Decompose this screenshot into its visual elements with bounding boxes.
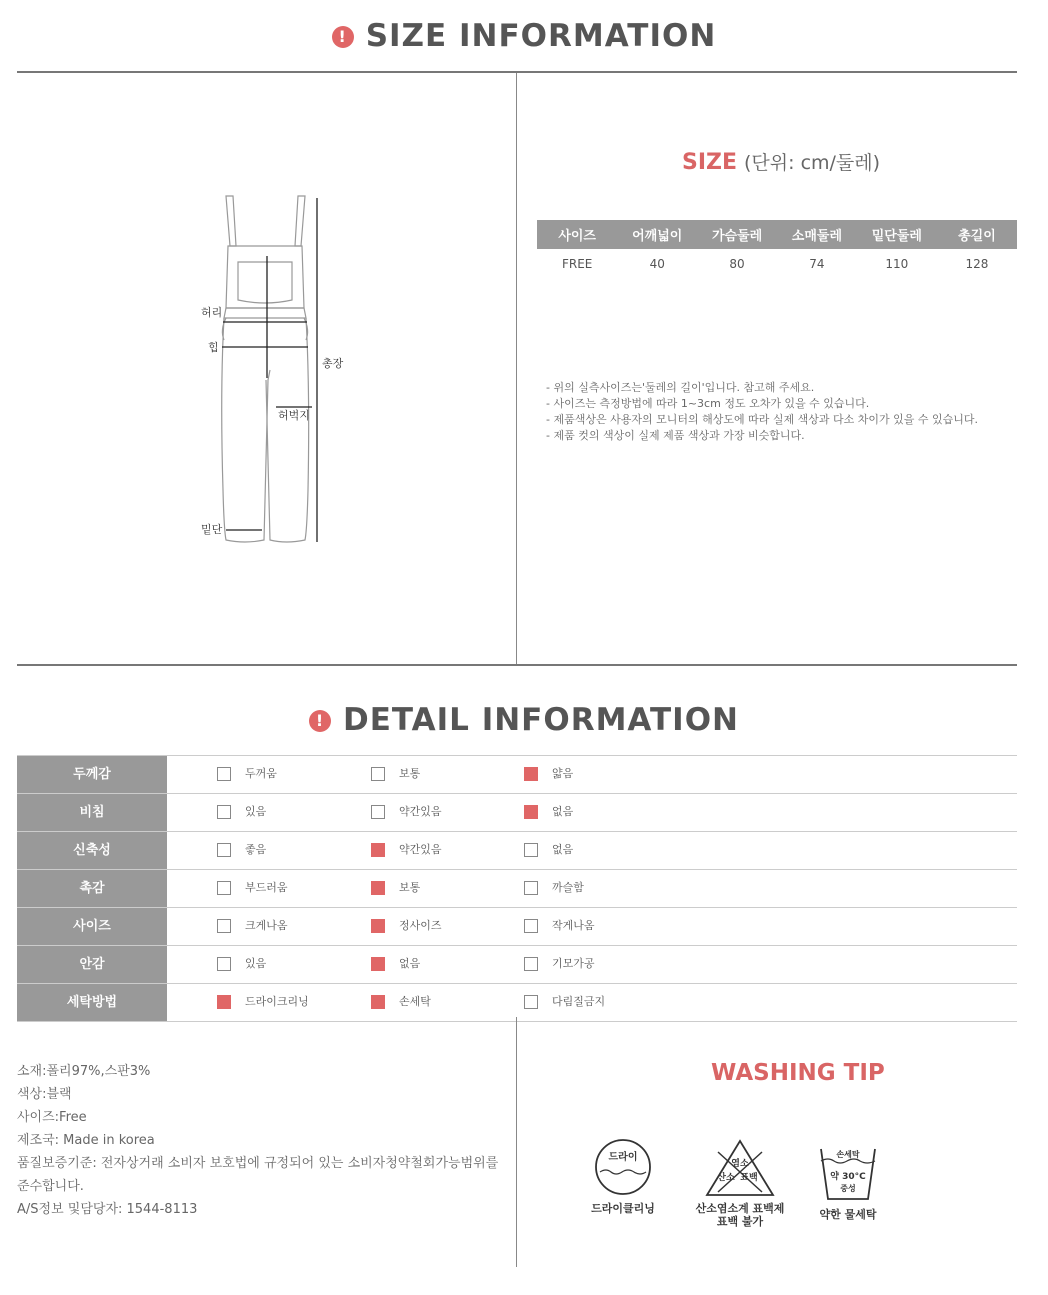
checked-box-icon <box>524 805 538 819</box>
info-line: 사이즈:Free <box>17 1110 87 1125</box>
info-line: 제조국: Made in korea <box>17 1133 155 1148</box>
size-table-cell: 40 <box>649 257 665 271</box>
detail-row-label: 사이즈 <box>17 908 167 945</box>
svg-text:산소: 산소 <box>717 1173 735 1183</box>
detail-option-label: 좋음 <box>245 843 267 856</box>
size-table-cell: FREE <box>561 257 593 271</box>
washing-tip-title: WASHING TIP <box>711 1060 885 1086</box>
total-length-label: 총장 <box>322 357 344 370</box>
info-line: 소재:폴리97%,스판3% <box>17 1064 151 1079</box>
checked-box-icon <box>217 995 231 1009</box>
empty-box-icon <box>217 919 231 933</box>
svg-text:손세탁: 손세탁 <box>836 1150 860 1159</box>
empty-box-icon <box>371 805 385 819</box>
detail-option-label: 있음 <box>245 957 267 970</box>
detail-row <box>17 755 1017 794</box>
detail-row <box>17 908 1017 946</box>
size-table-header-row <box>537 220 1017 249</box>
checked-box-icon <box>371 881 385 895</box>
table-row <box>537 249 1017 279</box>
note-line: - 위의 실측사이즈는'둘레의 길이'입니다. 참고해 주세요. <box>546 381 815 394</box>
size-table-cell: 128 <box>965 257 989 271</box>
size-table-cell: 110 <box>885 257 909 271</box>
hem-label: 밑단 <box>201 523 223 536</box>
dry-clean-caption: 드라이클리닝 <box>591 1202 655 1215</box>
svg-text:약 30°C: 약 30°C <box>830 1172 866 1182</box>
alert-icon: ! <box>332 26 354 48</box>
divider <box>17 664 1017 666</box>
detail-row-label: 안감 <box>17 946 167 983</box>
detail-row-label: 세탁방법 <box>17 984 167 1021</box>
detail-row-label: 촉감 <box>17 870 167 907</box>
size-table-cell: 80 <box>729 257 745 271</box>
detail-option-label: 없음 <box>552 805 574 818</box>
detail-option-label: 부드러움 <box>245 881 288 894</box>
gentle-wash-icon <box>818 1143 878 1203</box>
checked-box-icon <box>371 843 385 857</box>
size-table-header: 소매둘레 <box>777 220 857 249</box>
detail-option-label: 작게나옴 <box>552 919 595 932</box>
size-notes <box>546 380 978 444</box>
info-line: 품질보증기준: 전자상거래 소비자 보호법에 규정되어 있는 소비자청약철회가능범위를 <box>17 1156 499 1171</box>
svg-text:표백: 표백 <box>740 1173 758 1183</box>
detail-row <box>17 794 1017 832</box>
no-bleach-icon <box>704 1138 776 1198</box>
no-bleach-caption: 산소염소계 표백제 표백 불가 <box>695 1202 785 1228</box>
detail-row <box>17 984 1017 1022</box>
detail-option-label: 없음 <box>399 957 421 970</box>
detail-option-label: 약간있음 <box>399 843 442 856</box>
checked-box-icon <box>524 767 538 781</box>
divider <box>17 71 1017 73</box>
empty-box-icon <box>217 767 231 781</box>
size-table-header: 총길이 <box>937 220 1017 249</box>
empty-box-icon <box>524 995 538 1009</box>
empty-box-icon <box>524 919 538 933</box>
size-heading: SIZE (단위: cm/둘레) <box>682 150 881 175</box>
detail-table <box>17 755 1017 1022</box>
checked-box-icon <box>371 957 385 971</box>
detail-option-label: 손세탁 <box>399 995 431 1008</box>
detail-option-label: 까슬함 <box>552 881 584 894</box>
detail-row-label: 신축성 <box>17 832 167 869</box>
alert-icon: ! <box>309 710 331 732</box>
svg-text:드라이: 드라이 <box>608 1152 638 1163</box>
hip-label: 힙 <box>208 341 219 354</box>
product-info <box>17 1060 517 1221</box>
empty-box-icon <box>217 881 231 895</box>
detail-row <box>17 946 1017 984</box>
detail-option-label: 얇음 <box>552 767 574 780</box>
empty-box-icon <box>217 957 231 971</box>
checked-box-icon <box>371 919 385 933</box>
detail-option-label: 드라이크리닝 <box>245 995 309 1008</box>
overalls-diagram <box>190 190 360 550</box>
detail-row-label: 두께감 <box>17 756 167 793</box>
detail-option-label: 두꺼움 <box>245 767 277 780</box>
note-line: - 제품 컷의 색상이 실제 제품 색상과 가장 비슷합니다. <box>546 429 805 442</box>
detail-option-label: 크게나옴 <box>245 919 288 932</box>
empty-box-icon <box>371 767 385 781</box>
detail-option-label: 없음 <box>552 843 574 856</box>
empty-box-icon <box>524 843 538 857</box>
thigh-label: 허벅지 <box>278 409 310 422</box>
gentle-wash-caption: 약한 물세탁 <box>819 1208 877 1221</box>
size-table <box>537 220 1017 279</box>
detail-option-label: 보통 <box>399 881 421 894</box>
empty-box-icon <box>217 805 231 819</box>
detail-section-title: ! DETAIL INFORMATION <box>0 702 1048 738</box>
detail-option-label: 약간있음 <box>399 805 442 818</box>
checked-box-icon <box>371 995 385 1009</box>
note-line: - 사이즈는 측정방법에 따라 1~3cm 정도 오차가 있을 수 있습니다. <box>546 397 870 410</box>
detail-option-label: 다림질금지 <box>552 995 606 1008</box>
svg-text:염소: 염소 <box>731 1159 749 1169</box>
info-line: A/S정보 및담당자: 1544-8113 <box>17 1202 198 1217</box>
svg-text:중성: 중성 <box>840 1184 856 1193</box>
size-table-header: 밑단둘레 <box>857 220 937 249</box>
detail-option-label: 있음 <box>245 805 267 818</box>
detail-row-label: 비침 <box>17 794 167 831</box>
note-line: - 제품색상은 사용자의 모니터의 해상도에 따라 실제 색상과 다소 차이가 있을 수 있습니다. <box>546 413 978 426</box>
detail-row <box>17 832 1017 870</box>
empty-box-icon <box>524 881 538 895</box>
empty-box-icon <box>524 957 538 971</box>
info-line: 준수합니다. <box>17 1179 84 1194</box>
info-line: 색상:블랙 <box>17 1087 72 1102</box>
detail-option-label: 보통 <box>399 767 421 780</box>
size-table-header: 가슴둘레 <box>697 220 777 249</box>
size-table-cell: 74 <box>809 257 825 271</box>
waist-label: 허리 <box>201 306 223 319</box>
size-table-header: 어깨넓이 <box>617 220 697 249</box>
detail-option-label: 정사이즈 <box>399 919 442 932</box>
divider <box>516 73 517 665</box>
dry-clean-icon <box>594 1138 652 1196</box>
size-table-header: 사이즈 <box>537 220 617 249</box>
empty-box-icon <box>217 843 231 857</box>
size-section-title: ! SIZE INFORMATION <box>0 18 1048 54</box>
detail-row <box>17 870 1017 908</box>
detail-option-label: 기모가공 <box>552 957 595 970</box>
